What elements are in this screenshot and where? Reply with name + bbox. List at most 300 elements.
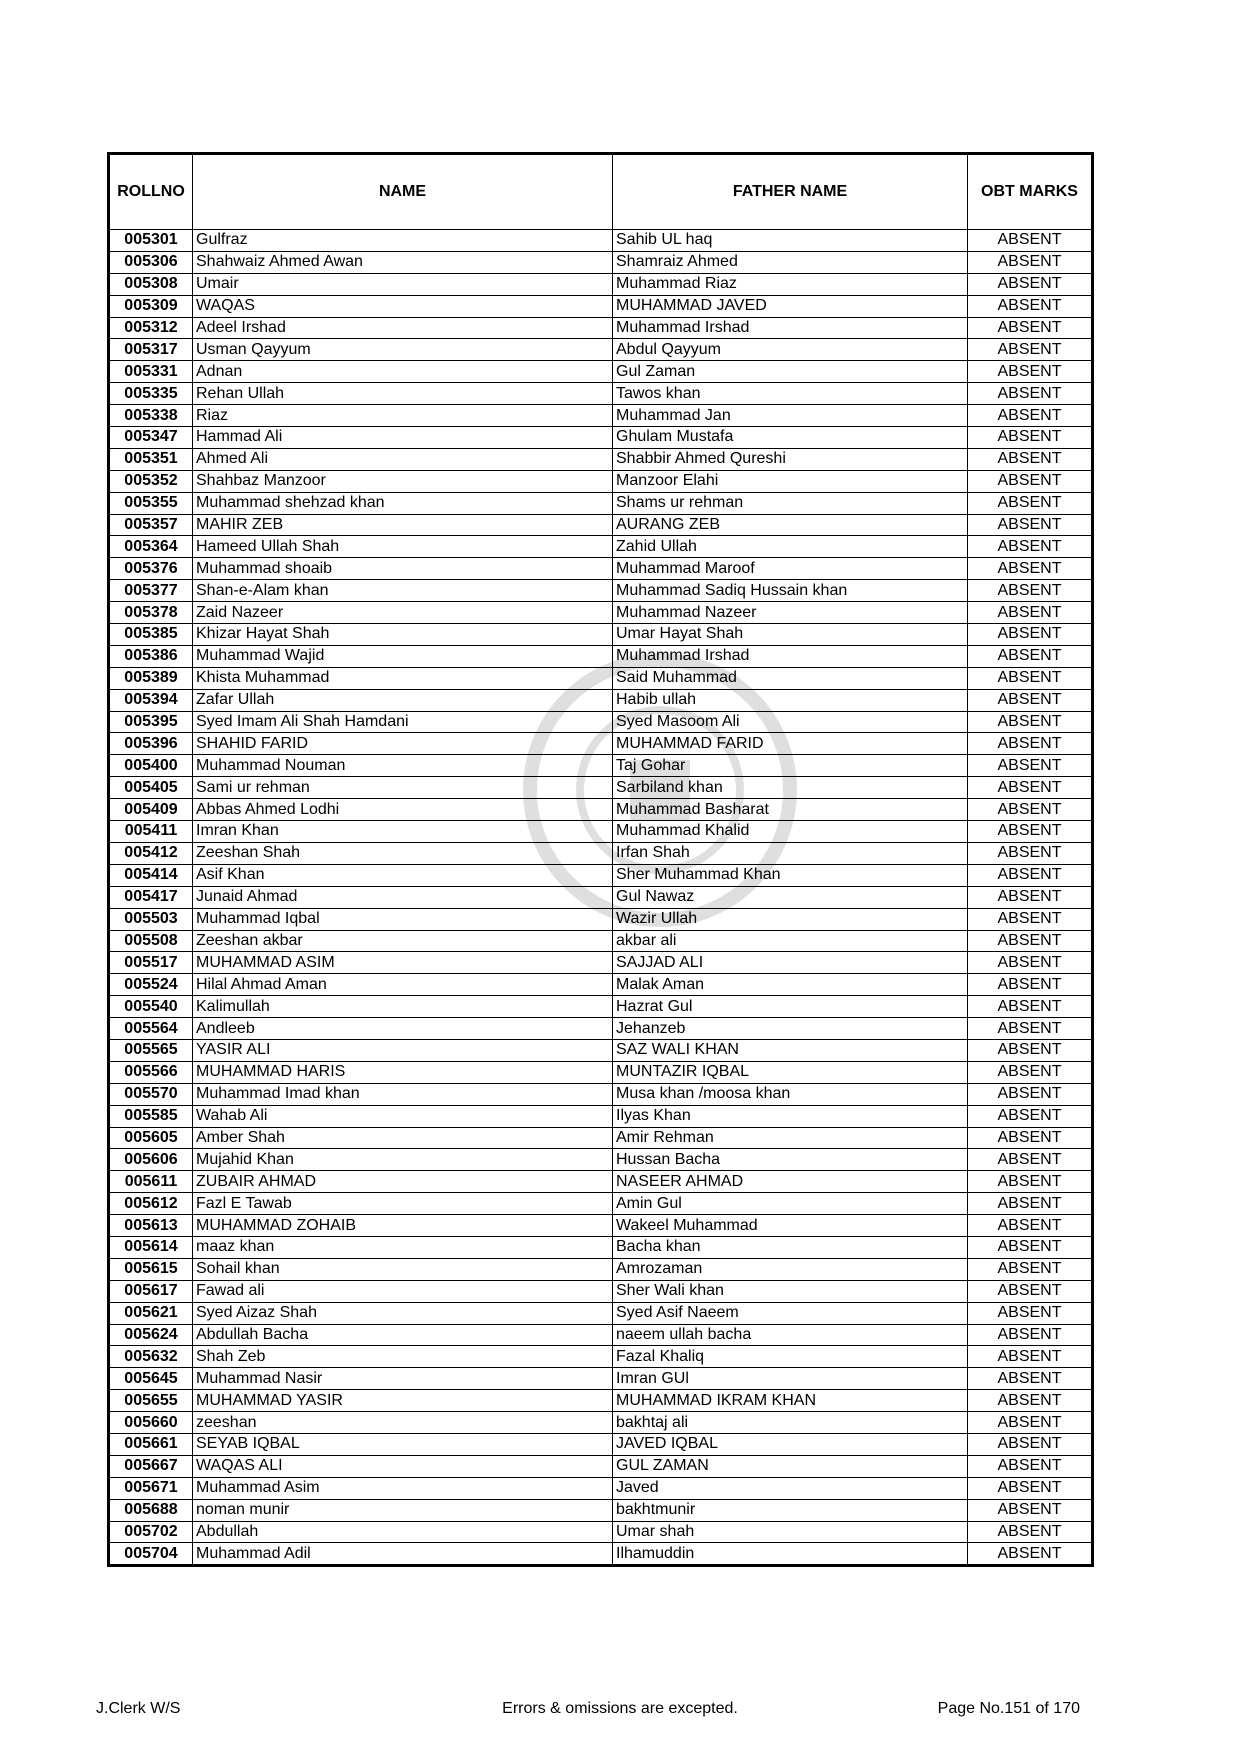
cell-name: noman munir: [193, 1499, 613, 1521]
cell-name: Zeeshan akbar: [193, 930, 613, 952]
cell-name: Rehan Ullah: [193, 383, 613, 405]
table-row: [109, 1455, 1093, 1477]
cell-name: Abbas Ahmed Lodhi: [193, 799, 613, 821]
cell-name: Abdullah Bacha: [193, 1324, 613, 1346]
table-row: [109, 339, 1093, 361]
cell-name: Muhammad Imad khan: [193, 1083, 613, 1105]
cell-obt-marks: ABSENT: [968, 602, 1093, 624]
cell-name: SHAHID FARID: [193, 733, 613, 755]
cell-obt-marks: ABSENT: [968, 755, 1093, 777]
cell-father-name: NASEER AHMAD: [613, 1171, 968, 1193]
cell-name: Fawad ali: [193, 1280, 613, 1302]
cell-obt-marks: ABSENT: [968, 974, 1093, 996]
cell-obt-marks: ABSENT: [968, 405, 1093, 427]
cell-obt-marks: ABSENT: [968, 1171, 1093, 1193]
cell-name: YASIR ALI: [193, 1039, 613, 1061]
table-row: [109, 886, 1093, 908]
cell-father-name: Habib ullah: [613, 689, 968, 711]
cell-obt-marks: ABSENT: [968, 1149, 1093, 1171]
cell-rollno: 005688: [109, 1499, 193, 1521]
cell-obt-marks: ABSENT: [968, 361, 1093, 383]
cell-father-name: Sher Wali khan: [613, 1280, 968, 1302]
table-row: [109, 1215, 1093, 1237]
cell-rollno: 005615: [109, 1258, 193, 1280]
cell-obt-marks: ABSENT: [968, 1215, 1093, 1237]
cell-obt-marks: ABSENT: [968, 1018, 1093, 1040]
cell-rollno: 005503: [109, 908, 193, 930]
cell-obt-marks: ABSENT: [968, 1521, 1093, 1543]
cell-obt-marks: ABSENT: [968, 1390, 1093, 1412]
table-row: [109, 602, 1093, 624]
cell-father-name: SAZ WALI KHAN: [613, 1039, 968, 1061]
cell-rollno: 005417: [109, 886, 193, 908]
cell-name: Muhammad Nouman: [193, 755, 613, 777]
cell-rollno: 005570: [109, 1083, 193, 1105]
cell-rollno: 005335: [109, 383, 193, 405]
cell-obt-marks: ABSENT: [968, 1346, 1093, 1368]
table-row: [109, 1521, 1093, 1543]
cell-obt-marks: ABSENT: [968, 624, 1093, 646]
cell-rollno: 005301: [109, 230, 193, 252]
cell-name: Muhammad Adil: [193, 1543, 613, 1566]
table-row: [109, 645, 1093, 667]
table-row: [109, 689, 1093, 711]
cell-rollno: 005312: [109, 317, 193, 339]
cell-name: Shah Zeb: [193, 1346, 613, 1368]
cell-rollno: 005414: [109, 864, 193, 886]
cell-father-name: Malak Aman: [613, 974, 968, 996]
table-row: [109, 974, 1093, 996]
cell-rollno: 005355: [109, 492, 193, 514]
cell-obt-marks: ABSENT: [968, 295, 1093, 317]
cell-father-name: Sarbiland khan: [613, 777, 968, 799]
cell-obt-marks: ABSENT: [968, 1324, 1093, 1346]
cell-obt-marks: ABSENT: [968, 908, 1093, 930]
cell-obt-marks: ABSENT: [968, 886, 1093, 908]
cell-name: Amber Shah: [193, 1127, 613, 1149]
cell-rollno: 005338: [109, 405, 193, 427]
cell-father-name: Umar Hayat Shah: [613, 624, 968, 646]
cell-father-name: Ilyas Khan: [613, 1105, 968, 1127]
cell-father-name: Gul Zaman: [613, 361, 968, 383]
table-row: [109, 1324, 1093, 1346]
cell-rollno: 005331: [109, 361, 193, 383]
cell-obt-marks: ABSENT: [968, 1258, 1093, 1280]
table-row: [109, 799, 1093, 821]
table-row: [109, 1061, 1093, 1083]
cell-name: Sami ur rehman: [193, 777, 613, 799]
cell-name: Muhammad Wajid: [193, 645, 613, 667]
cell-father-name: Irfan Shah: [613, 842, 968, 864]
cell-obt-marks: ABSENT: [968, 1039, 1093, 1061]
cell-father-name: Sahib UL haq: [613, 230, 968, 252]
cell-rollno: 005309: [109, 295, 193, 317]
cell-father-name: Syed Masoom Ali: [613, 711, 968, 733]
cell-obt-marks: ABSENT: [968, 273, 1093, 295]
table-row: [109, 711, 1093, 733]
table-row: [109, 1499, 1093, 1521]
table-row: [109, 1302, 1093, 1324]
cell-father-name: Zahid Ullah: [613, 536, 968, 558]
table-row: [109, 1346, 1093, 1368]
cell-obt-marks: ABSENT: [968, 821, 1093, 843]
cell-rollno: 005396: [109, 733, 193, 755]
cell-obt-marks: ABSENT: [968, 492, 1093, 514]
cell-obt-marks: ABSENT: [968, 339, 1093, 361]
table-row: [109, 1236, 1093, 1258]
cell-name: maaz khan: [193, 1236, 613, 1258]
cell-obt-marks: ABSENT: [968, 930, 1093, 952]
cell-obt-marks: ABSENT: [968, 536, 1093, 558]
cell-obt-marks: ABSENT: [968, 667, 1093, 689]
table-row: [109, 996, 1093, 1018]
cell-father-name: Gul Nawaz: [613, 886, 968, 908]
cell-father-name: Taj Gohar: [613, 755, 968, 777]
cell-rollno: 005606: [109, 1149, 193, 1171]
cell-obt-marks: ABSENT: [968, 1127, 1093, 1149]
cell-father-name: MUHAMMAD IKRAM KHAN: [613, 1390, 968, 1412]
cell-father-name: SAJJAD ALI: [613, 952, 968, 974]
cell-obt-marks: ABSENT: [968, 1477, 1093, 1499]
cell-rollno: 005377: [109, 580, 193, 602]
cell-rollno: 005540: [109, 996, 193, 1018]
cell-name: ZUBAIR AHMAD: [193, 1171, 613, 1193]
cell-obt-marks: ABSENT: [968, 427, 1093, 449]
cell-obt-marks: ABSENT: [968, 733, 1093, 755]
cell-obt-marks: ABSENT: [968, 317, 1093, 339]
cell-father-name: Muhammad Maroof: [613, 558, 968, 580]
cell-father-name: Amrozaman: [613, 1258, 968, 1280]
cell-rollno: 005411: [109, 821, 193, 843]
cell-rollno: 005667: [109, 1455, 193, 1477]
table-row: [109, 580, 1093, 602]
cell-name: Umair: [193, 273, 613, 295]
table-row: [109, 1258, 1093, 1280]
cell-obt-marks: ABSENT: [968, 645, 1093, 667]
table-row: [109, 821, 1093, 843]
cell-father-name: Hazrat Gul: [613, 996, 968, 1018]
cell-name: Riaz: [193, 405, 613, 427]
table-row: [109, 842, 1093, 864]
table-header-row: [109, 154, 1093, 230]
cell-name: Hameed Ullah Shah: [193, 536, 613, 558]
cell-father-name: Manzoor Elahi: [613, 470, 968, 492]
cell-rollno: 005378: [109, 602, 193, 624]
cell-rollno: 005605: [109, 1127, 193, 1149]
footer-page-number: Page No.151 of 170: [937, 1700, 1080, 1717]
cell-obt-marks: ABSENT: [968, 514, 1093, 536]
cell-rollno: 005702: [109, 1521, 193, 1543]
cell-name: Shahwaiz Ahmed Awan: [193, 251, 613, 273]
cell-obt-marks: ABSENT: [968, 1193, 1093, 1215]
cell-rollno: 005661: [109, 1433, 193, 1455]
cell-name: Andleeb: [193, 1018, 613, 1040]
table-row: [109, 1368, 1093, 1390]
table-row: [109, 1280, 1093, 1302]
cell-name: Mujahid Khan: [193, 1149, 613, 1171]
table-row: [109, 251, 1093, 273]
cell-rollno: 005617: [109, 1280, 193, 1302]
cell-name: Zeeshan Shah: [193, 842, 613, 864]
cell-name: MUHAMMAD HARIS: [193, 1061, 613, 1083]
cell-father-name: Muhammad Riaz: [613, 273, 968, 295]
cell-name: Ahmed Ali: [193, 448, 613, 470]
table-row: [109, 1390, 1093, 1412]
cell-name: Wahab Ali: [193, 1105, 613, 1127]
cell-rollno: 005524: [109, 974, 193, 996]
table-row: [109, 777, 1093, 799]
cell-rollno: 005347: [109, 427, 193, 449]
cell-rollno: 005412: [109, 842, 193, 864]
cell-rollno: 005624: [109, 1324, 193, 1346]
cell-rollno: 005565: [109, 1039, 193, 1061]
cell-obt-marks: ABSENT: [968, 1368, 1093, 1390]
cell-rollno: 005308: [109, 273, 193, 295]
cell-name: Zaid Nazeer: [193, 602, 613, 624]
table-row: [109, 1433, 1093, 1455]
cell-father-name: Wakeel Muhammad: [613, 1215, 968, 1237]
cell-obt-marks: ABSENT: [968, 558, 1093, 580]
cell-name: SEYAB IQBAL: [193, 1433, 613, 1455]
cell-name: Gulfraz: [193, 230, 613, 252]
cell-obt-marks: ABSENT: [968, 777, 1093, 799]
table-row: [109, 930, 1093, 952]
cell-name: Adnan: [193, 361, 613, 383]
footer-clerk: J.Clerk W/S: [96, 1700, 181, 1717]
cell-rollno: 005612: [109, 1193, 193, 1215]
cell-father-name: AURANG ZEB: [613, 514, 968, 536]
table-row: [109, 1193, 1093, 1215]
cell-name: Usman Qayyum: [193, 339, 613, 361]
cell-obt-marks: ABSENT: [968, 952, 1093, 974]
table-row: [109, 295, 1093, 317]
cell-obt-marks: ABSENT: [968, 470, 1093, 492]
cell-name: WAQAS ALI: [193, 1455, 613, 1477]
table-row: [109, 361, 1093, 383]
cell-rollno: 005564: [109, 1018, 193, 1040]
cell-father-name: bakhtaj ali: [613, 1412, 968, 1434]
cell-name: Khizar Hayat Shah: [193, 624, 613, 646]
cell-name: Abdullah: [193, 1521, 613, 1543]
footer-disclaimer: Errors & omissions are excepted.: [502, 1700, 738, 1717]
cell-rollno: 005611: [109, 1171, 193, 1193]
cell-rollno: 005704: [109, 1543, 193, 1566]
cell-rollno: 005394: [109, 689, 193, 711]
table-row: [109, 733, 1093, 755]
table-row: [109, 383, 1093, 405]
cell-rollno: 005671: [109, 1477, 193, 1499]
cell-father-name: Shamraiz Ahmed: [613, 251, 968, 273]
table-row: [109, 1018, 1093, 1040]
cell-rollno: 005645: [109, 1368, 193, 1390]
cell-rollno: 005517: [109, 952, 193, 974]
cell-father-name: Musa khan /moosa khan: [613, 1083, 968, 1105]
table-row: [109, 230, 1093, 252]
cell-obt-marks: ABSENT: [968, 580, 1093, 602]
cell-father-name: Abdul Qayyum: [613, 339, 968, 361]
cell-name: Muhammad Nasir: [193, 1368, 613, 1390]
table-row: [109, 1083, 1093, 1105]
cell-father-name: Ilhamuddin: [613, 1543, 968, 1566]
cell-father-name: MUNTAZIR IQBAL: [613, 1061, 968, 1083]
cell-rollno: 005566: [109, 1061, 193, 1083]
cell-father-name: Said Muhammad: [613, 667, 968, 689]
table-row: [109, 1149, 1093, 1171]
cell-rollno: 005306: [109, 251, 193, 273]
cell-name: Hammad Ali: [193, 427, 613, 449]
cell-rollno: 005385: [109, 624, 193, 646]
cell-father-name: JAVED IQBAL: [613, 1433, 968, 1455]
table-row: [109, 514, 1093, 536]
cell-father-name: GUL ZAMAN: [613, 1455, 968, 1477]
cell-obt-marks: ABSENT: [968, 1061, 1093, 1083]
cell-name: MUHAMMAD ASIM: [193, 952, 613, 974]
table-row: [109, 1039, 1093, 1061]
table-row: [109, 1105, 1093, 1127]
cell-father-name: MUHAMMAD FARID: [613, 733, 968, 755]
table-row: [109, 1543, 1093, 1566]
cell-father-name: Muhammad Jan: [613, 405, 968, 427]
cell-name: MAHIR ZEB: [193, 514, 613, 536]
cell-father-name: Imran GUl: [613, 1368, 968, 1390]
cell-name: Zafar Ullah: [193, 689, 613, 711]
table-row: [109, 448, 1093, 470]
cell-father-name: Tawos khan: [613, 383, 968, 405]
cell-father-name: Muhammad Irshad: [613, 645, 968, 667]
cell-father-name: Muhammad Irshad: [613, 317, 968, 339]
cell-obt-marks: ABSENT: [968, 383, 1093, 405]
cell-rollno: 005357: [109, 514, 193, 536]
cell-father-name: naeem ullah bacha: [613, 1324, 968, 1346]
cell-name: Muhammad shoaib: [193, 558, 613, 580]
cell-father-name: Muhammad Sadiq Hussain khan: [613, 580, 968, 602]
cell-father-name: Muhammad Khalid: [613, 821, 968, 843]
cell-father-name: Amin Gul: [613, 1193, 968, 1215]
cell-name: Imran Khan: [193, 821, 613, 843]
cell-name: WAQAS: [193, 295, 613, 317]
cell-rollno: 005409: [109, 799, 193, 821]
cell-obt-marks: ABSENT: [968, 996, 1093, 1018]
cell-father-name: MUHAMMAD JAVED: [613, 295, 968, 317]
cell-rollno: 005508: [109, 930, 193, 952]
cell-obt-marks: ABSENT: [968, 864, 1093, 886]
cell-obt-marks: ABSENT: [968, 1236, 1093, 1258]
table-row: [109, 470, 1093, 492]
header-rollno: ROLLNO: [109, 154, 193, 230]
cell-father-name: Bacha khan: [613, 1236, 968, 1258]
cell-rollno: 005400: [109, 755, 193, 777]
cell-name: Syed Imam Ali Shah Hamdani: [193, 711, 613, 733]
cell-rollno: 005364: [109, 536, 193, 558]
cell-rollno: 005613: [109, 1215, 193, 1237]
cell-rollno: 005352: [109, 470, 193, 492]
table-row: [109, 317, 1093, 339]
cell-father-name: Syed Asif Naeem: [613, 1302, 968, 1324]
cell-name: Hilal Ahmad Aman: [193, 974, 613, 996]
cell-rollno: 005386: [109, 645, 193, 667]
cell-father-name: Sher Muhammad Khan: [613, 864, 968, 886]
cell-obt-marks: ABSENT: [968, 1499, 1093, 1521]
cell-father-name: Amir Rehman: [613, 1127, 968, 1149]
cell-father-name: Muhammad Basharat: [613, 799, 968, 821]
cell-name: zeeshan: [193, 1412, 613, 1434]
cell-father-name: Wazir Ullah: [613, 908, 968, 930]
cell-father-name: Javed: [613, 1477, 968, 1499]
cell-father-name: Shams ur rehman: [613, 492, 968, 514]
cell-rollno: 005632: [109, 1346, 193, 1368]
cell-father-name: Shabbir Ahmed Qureshi: [613, 448, 968, 470]
cell-name: Muhammad Iqbal: [193, 908, 613, 930]
cell-name: Muhammad Asim: [193, 1477, 613, 1499]
cell-name: Fazl E Tawab: [193, 1193, 613, 1215]
cell-rollno: 005655: [109, 1390, 193, 1412]
cell-name: Sohail khan: [193, 1258, 613, 1280]
cell-obt-marks: ABSENT: [968, 1302, 1093, 1324]
cell-rollno: 005395: [109, 711, 193, 733]
cell-obt-marks: ABSENT: [968, 711, 1093, 733]
cell-father-name: Ghulam Mustafa: [613, 427, 968, 449]
table-row: [109, 1477, 1093, 1499]
table-row: [109, 864, 1093, 886]
cell-father-name: Hussan Bacha: [613, 1149, 968, 1171]
cell-father-name: bakhtmunir: [613, 1499, 968, 1521]
table-row: [109, 405, 1093, 427]
table-row: [109, 1412, 1093, 1434]
cell-obt-marks: ABSENT: [968, 230, 1093, 252]
cell-obt-marks: ABSENT: [968, 448, 1093, 470]
cell-rollno: 005660: [109, 1412, 193, 1434]
table-row: [109, 755, 1093, 777]
cell-obt-marks: ABSENT: [968, 251, 1093, 273]
table-row: [109, 536, 1093, 558]
cell-name: Shahbaz Manzoor: [193, 470, 613, 492]
cell-name: Syed Aizaz Shah: [193, 1302, 613, 1324]
cell-rollno: 005389: [109, 667, 193, 689]
table-row: [109, 624, 1093, 646]
cell-rollno: 005405: [109, 777, 193, 799]
table-row: [109, 952, 1093, 974]
table-row: [109, 1127, 1093, 1149]
cell-obt-marks: ABSENT: [968, 1280, 1093, 1302]
cell-father-name: Fazal Khaliq: [613, 1346, 968, 1368]
cell-name: Shan-e-Alam khan: [193, 580, 613, 602]
cell-name: Kalimullah: [193, 996, 613, 1018]
cell-obt-marks: ABSENT: [968, 1083, 1093, 1105]
cell-rollno: 005317: [109, 339, 193, 361]
header-father-name: FATHER NAME: [613, 154, 968, 230]
cell-rollno: 005585: [109, 1105, 193, 1127]
cell-name: Muhammad shehzad khan: [193, 492, 613, 514]
cell-father-name: akbar ali: [613, 930, 968, 952]
cell-name: Adeel Irshad: [193, 317, 613, 339]
cell-obt-marks: ABSENT: [968, 1105, 1093, 1127]
cell-name: Junaid Ahmad: [193, 886, 613, 908]
cell-rollno: 005351: [109, 448, 193, 470]
cell-name: Khista Muhammad: [193, 667, 613, 689]
table-row: [109, 492, 1093, 514]
table-row: [109, 427, 1093, 449]
cell-obt-marks: ABSENT: [968, 1412, 1093, 1434]
cell-obt-marks: ABSENT: [968, 1543, 1093, 1566]
table-row: [109, 1171, 1093, 1193]
cell-obt-marks: ABSENT: [968, 1455, 1093, 1477]
header-name: NAME: [193, 154, 613, 230]
header-obt-marks: OBT MARKS: [968, 154, 1093, 230]
cell-obt-marks: ABSENT: [968, 689, 1093, 711]
cell-obt-marks: ABSENT: [968, 842, 1093, 864]
cell-rollno: 005376: [109, 558, 193, 580]
cell-rollno: 005621: [109, 1302, 193, 1324]
